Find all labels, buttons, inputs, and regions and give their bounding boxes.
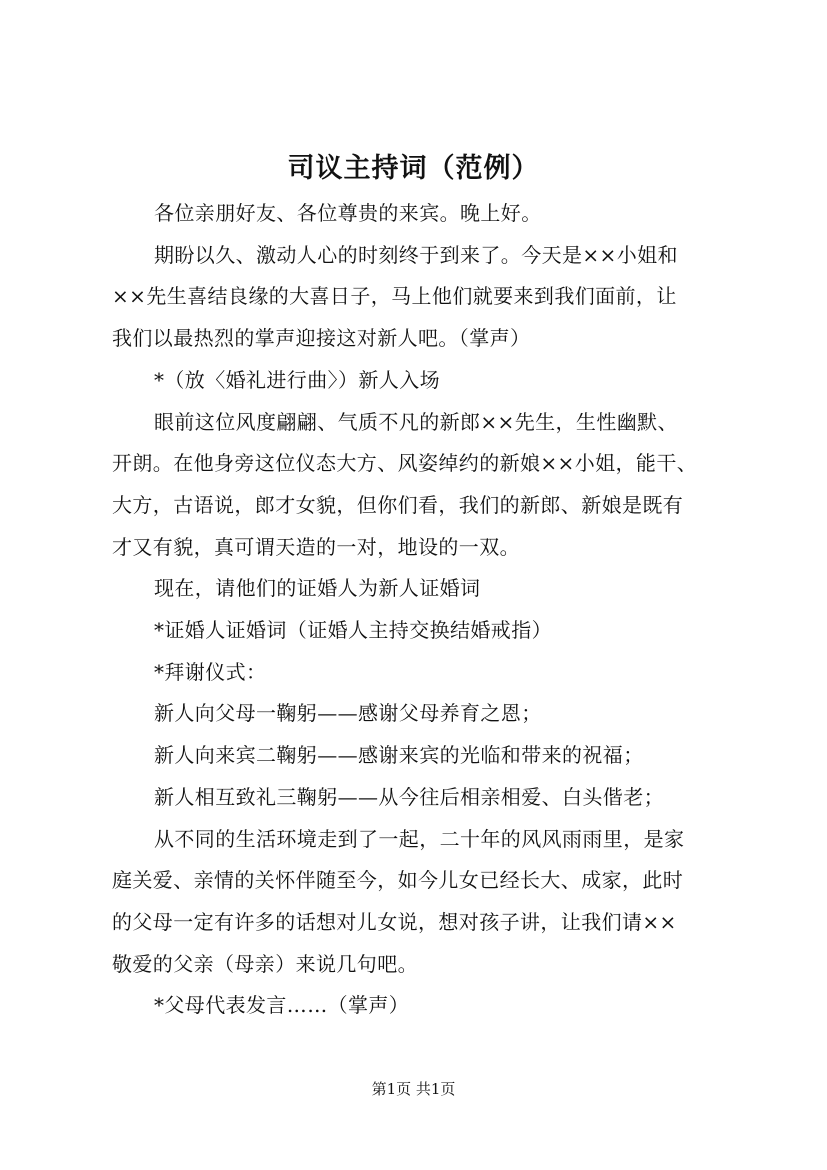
- paragraph-line: 新人向来宾二鞠躬——感谢来宾的光临和带来的祝福；: [154, 743, 644, 768]
- document-body: [112, 193, 742, 1027]
- paragraph-line: 各位亲朋好友、各位尊贵的来宾。晚上好。: [154, 201, 542, 225]
- paragraph-line: 期盼以久、激动人心的时刻终于到来了。今天是××小姐和: [154, 242, 678, 267]
- paragraph-line: 从不同的生活环境走到了一起，二十年的风风雨雨里，是家: [154, 826, 685, 851]
- paragraph-line: 现在，请他们的证婚人为新人证婚词: [154, 576, 481, 601]
- document-title: 司议主持词（范例）: [287, 153, 540, 184]
- paragraph-line: 敬爱的父亲（母亲）来说几句吧。: [112, 951, 418, 976]
- paragraph-line: ××先生喜结良缘的大喜日子，马上他们就要来到我们面前，让: [112, 284, 677, 309]
- paragraph-line: 开朗。在他身旁这位仪态大方、风姿绰约的新娘××小姐，能干、: [112, 451, 698, 476]
- paragraph-line: 的父母一定有许多的话想对儿女说，想对孩子讲，让我们请××: [112, 909, 677, 934]
- paragraph-line: *（放〈婚礼进行曲〉）新人入场: [154, 367, 440, 392]
- paragraph-line: 眼前这位风度翩翩、气质不凡的新郎××先生，生性幽默、: [154, 409, 678, 434]
- paragraph-line: 才又有貌，真可谓天造的一对，地设的一双。: [112, 534, 520, 559]
- paragraph-line: *父母代表发言……（掌声）: [154, 993, 410, 1018]
- paragraph-line: *拜谢仪式：: [154, 659, 267, 684]
- page-footer: 第1页 共1页: [371, 1080, 456, 1098]
- paragraph-line: 新人向父母一鞠躬——感谢父母养育之恩；: [154, 701, 542, 726]
- paragraph-line: 庭关爱、亲情的关怀伴随至今，如今儿女已经长大、成家，此时: [112, 868, 684, 893]
- paragraph-line: 新人相互致礼三鞠躬——从今往后相亲相爱、白头偕老；: [154, 784, 664, 809]
- paragraph-line: 我们以最热烈的掌声迎接这对新人吧。（掌声）: [112, 326, 531, 351]
- paragraph-line: 大方，古语说，郎才女貌，但你们看，我们的新郎、新娘是既有: [112, 492, 684, 517]
- paragraph-line: *证婚人证婚词（证婚人主持交换结婚戒指）: [154, 618, 552, 643]
